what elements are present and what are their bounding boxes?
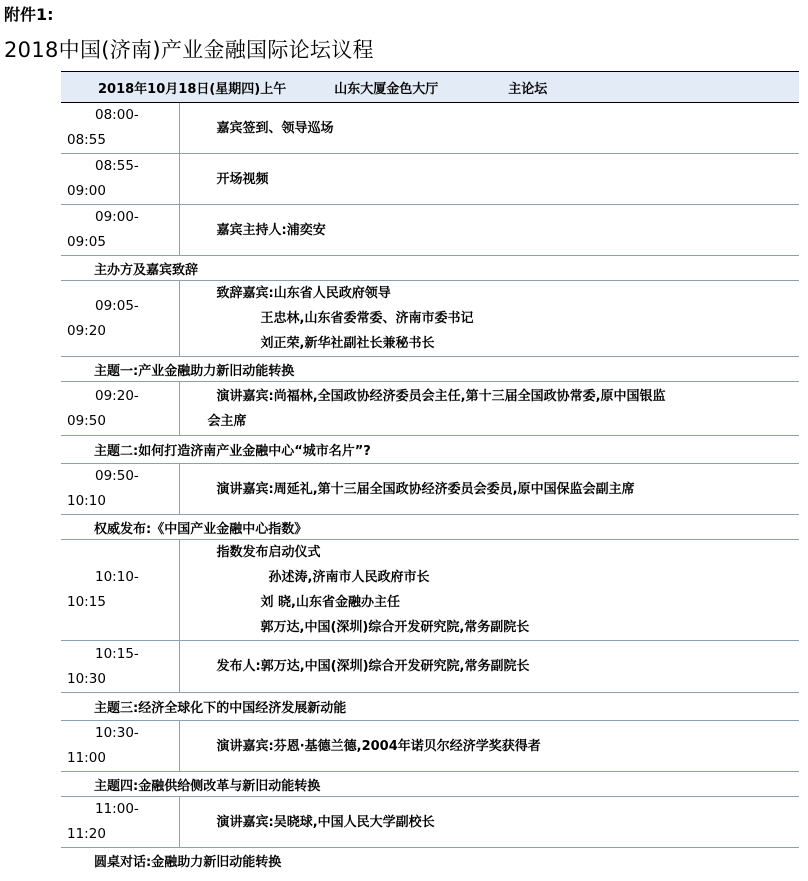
agenda-row [61, 205, 799, 256]
section-heading: 主题四:金融供给侧改革与新旧动能转换 [61, 772, 799, 797]
content-cell: 演讲嘉宾:芬恩·基德兰德,2004年诺贝尔经济学奖获得者 [179, 721, 799, 772]
section-heading: 主题二:如何打造济南产业金融中心“城市名片”? [61, 436, 799, 464]
content-cell: 嘉宾签到、领导巡场 [179, 103, 799, 154]
content-cell: 嘉宾主持人:浦奕安 [179, 205, 799, 256]
time-cell: 10:15- 10:30 [61, 641, 179, 693]
agenda-row [61, 797, 799, 848]
content-cell: 致辞嘉宾:山东省人民政府领导 王忠林,山东省委常委、济南市委书记 刘正荣,新华社副社长兼秘书长 [179, 281, 799, 357]
agenda-row [61, 382, 799, 436]
attachment-label: 附件1: [4, 5, 54, 24]
section-heading: 主题三:经济全球化下的中国经济发展新动能 [61, 693, 799, 721]
time-cell: 10:30- 11:00 [61, 721, 179, 772]
content-cell: 开场视频 [179, 154, 799, 205]
agenda-row [61, 281, 799, 357]
time-cell: 10:10- 10:15 [61, 540, 179, 641]
agenda-row [61, 540, 799, 641]
section-heading: 圆桌对话:金融助力新旧动能转换 [94, 854, 282, 870]
time-cell: 09:50- 10:10 [61, 464, 179, 515]
header-date: 2018年10月18日(星期四)上午 [98, 81, 287, 97]
agenda-row [61, 721, 799, 772]
time-cell: 08:00- 08:55 [61, 103, 179, 154]
content-cell: 演讲嘉宾:周延礼,第十三届全国政协经济委员会委员,原中国保监会副主席 [179, 464, 799, 515]
time-cell: 09:20- 09:50 [61, 382, 179, 436]
section-heading: 主办方及嘉宾致辞 [61, 256, 799, 281]
agenda-row [61, 641, 799, 693]
section-heading: 主题一:产业金融助力新旧动能转换 [61, 357, 799, 382]
time-cell: 09:00- 09:05 [61, 205, 179, 256]
agenda-row [61, 154, 799, 205]
content-cell: 演讲嘉宾:吴晓球,中国人民大学副校长 [179, 797, 799, 848]
header-venue: 山东大厦金色大厅 [334, 81, 439, 97]
header-session: 主论坛 [508, 81, 548, 97]
section-heading: 权威发布:《中国产业金融中心指数》 [61, 515, 799, 540]
content-cell: 发布人:郭万达,中国(深圳)综合开发研究院,常务副院长 [179, 641, 799, 693]
time-cell: 09:05- 09:20 [61, 281, 179, 357]
document-title: 2018中国(济南)产业金融国际论坛议程 [4, 38, 374, 62]
time-cell: 08:55- 09:00 [61, 154, 179, 205]
agenda-row [61, 103, 799, 154]
agenda-header [61, 72, 799, 103]
time-cell: 11:00- 11:20 [61, 797, 179, 848]
content-cell: 演讲嘉宾:尚福林,全国政协经济委员会主任,第十三届全国政协常委,原中国银监 会主席 [179, 382, 799, 436]
agenda-row [61, 464, 799, 515]
content-cell: 指数发布启动仪式 孙述涛,济南市人民政府市长 刘 晓,山东省金融办主任 郭万达,中国(深圳)综合开发研究院,常务副院长 [179, 540, 799, 641]
agenda-table [61, 71, 799, 872]
